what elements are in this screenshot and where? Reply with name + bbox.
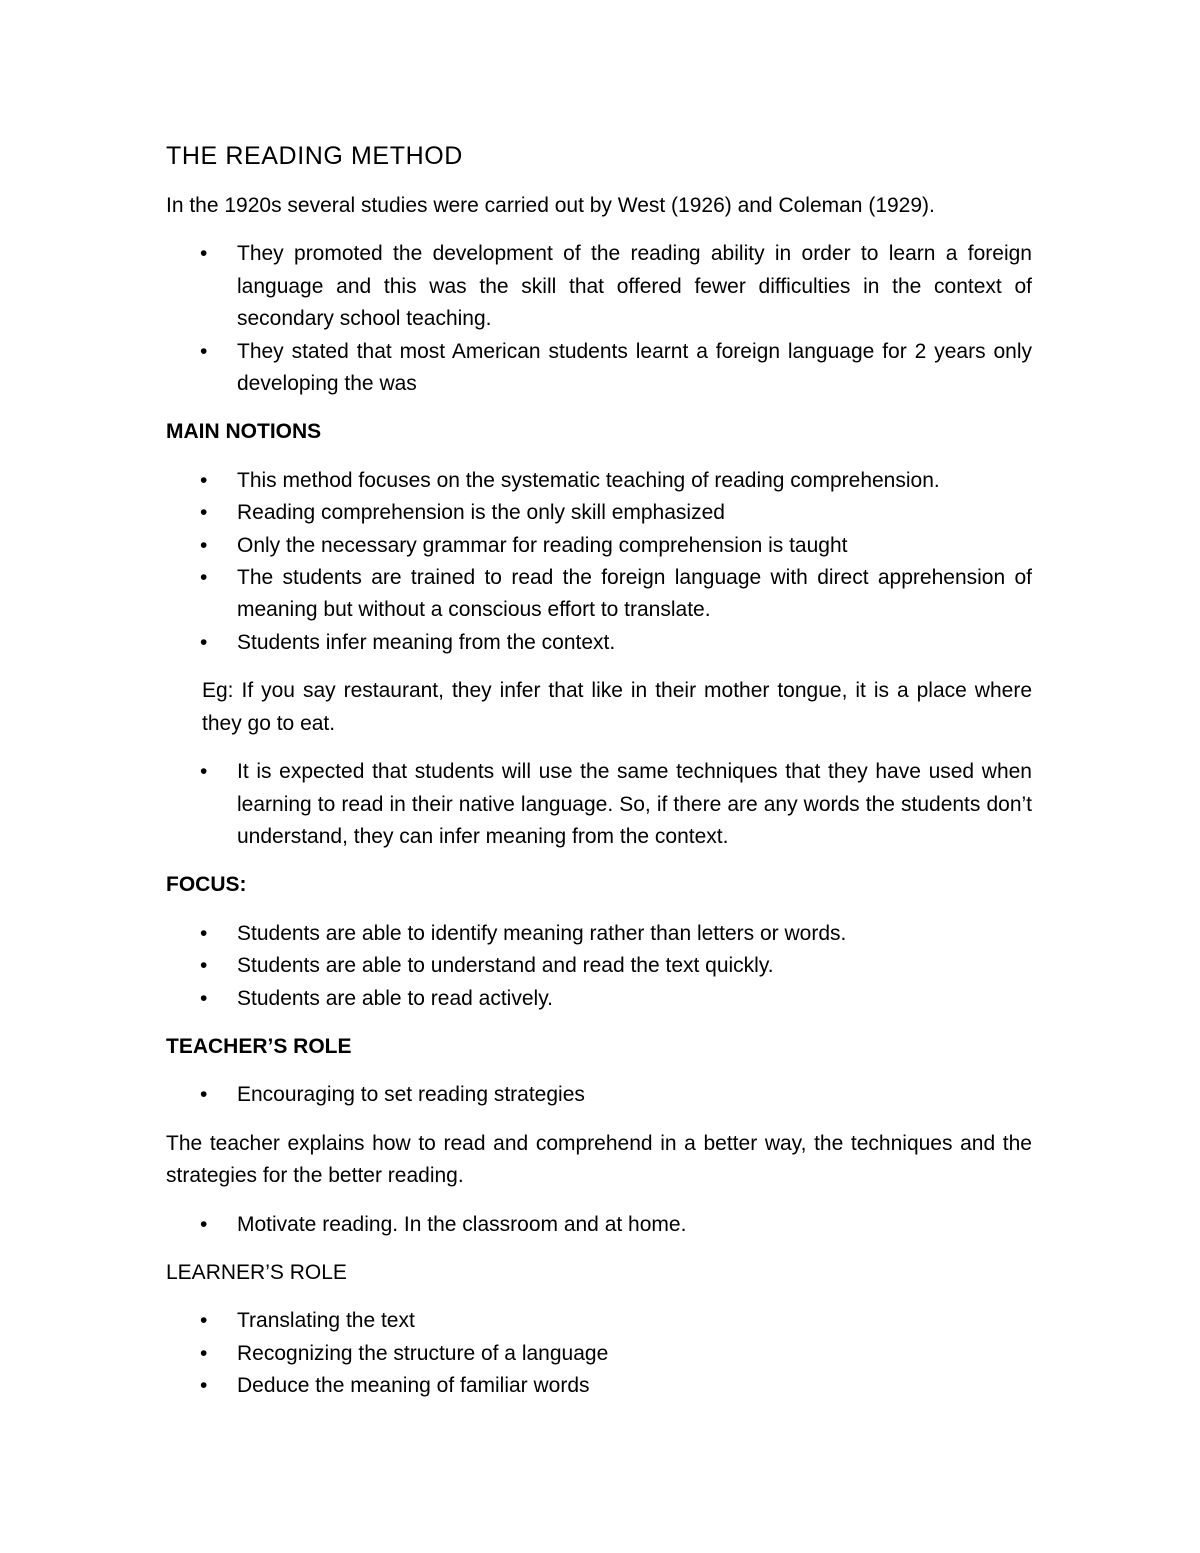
list-item — [166, 465, 1032, 497]
list-item — [166, 530, 1032, 562]
main-notions-heading: MAIN NOTIONS — [166, 420, 322, 444]
list-item-text: The students are trained to read the foreign language with direct apprehension of meaning but without a conscious effort to translate. — [237, 566, 1032, 622]
bullet-icon: • — [200, 339, 208, 363]
teachers-role-heading: TEACHER’S ROLE — [166, 1034, 352, 1058]
bullet-icon: • — [200, 630, 208, 654]
learners-role-heading: LEARNER’S ROLE — [166, 1260, 347, 1284]
document-title: THE READING METHOD — [166, 142, 463, 170]
list-item-text: Students are able to read actively. — [237, 986, 553, 1010]
list-item-text: They stated that most American students learnt a foreign language for 2 years only developing the was — [237, 339, 1032, 396]
list-item-text: Deduce the meaning of familiar words — [237, 1374, 590, 1398]
main-notions-extra-bullet-list — [166, 756, 1032, 853]
intro-paragraph: In the 1920s several studies were carried out by West (1926) and Coleman (1929). — [166, 194, 935, 217]
list-item-text: Only the necessary grammar for reading comprehension is taught — [237, 533, 848, 557]
intro-bullet-list — [166, 238, 1032, 400]
list-item — [166, 627, 1032, 659]
list-item — [166, 756, 1032, 853]
bullet-icon: • — [200, 242, 208, 266]
bullet-icon: • — [200, 921, 208, 945]
list-item — [166, 1338, 1032, 1370]
document-body — [166, 138, 1032, 1419]
bullet-icon: • — [200, 468, 208, 492]
bullet-icon: • — [200, 760, 208, 784]
list-item — [166, 918, 1032, 950]
example-paragraph: Eg: If you say restaurant, they infer that like in their mother tongue, it is a place where they go to eat. — [202, 679, 1032, 735]
list-item — [166, 983, 1032, 1015]
list-item — [166, 1305, 1032, 1337]
bullet-icon: • — [200, 1374, 208, 1398]
bullet-icon: • — [200, 954, 208, 978]
list-item-text: Students infer meaning from the context. — [237, 630, 616, 654]
list-item — [166, 562, 1032, 627]
bullet-icon: • — [200, 533, 208, 557]
bullet-icon: • — [200, 501, 208, 525]
focus-heading: FOCUS: — [166, 873, 247, 897]
list-item — [166, 497, 1032, 529]
focus-bullet-list — [166, 918, 1032, 1015]
bullet-icon: • — [200, 1083, 208, 1107]
list-item — [166, 336, 1032, 401]
list-item-text: Students are able to understand and read the text quickly. — [237, 954, 774, 978]
list-item-text: This method focuses on the systematic teaching of reading comprehension. — [237, 468, 940, 492]
list-item-text: Recognizing the structure of a language — [237, 1341, 609, 1365]
list-item-text: Translating the text — [237, 1309, 415, 1333]
list-item — [166, 1079, 1032, 1111]
list-item-text: Reading comprehension is the only skill emphasized — [237, 501, 725, 525]
list-item — [166, 950, 1032, 982]
bullet-icon: • — [200, 566, 208, 590]
bullet-icon: • — [200, 1341, 208, 1365]
list-item-text: They promoted the development of the reading ability in order to learn a foreign language and this was the skill that offered fewer difficulties in the context of secondary school teaching. — [237, 242, 1032, 331]
teachers-role-paragraph: The teacher explains how to read and comprehend in a better way, the techniques and the strategies for the better reading. — [166, 1131, 1032, 1188]
teachers-role-bullet-list — [166, 1079, 1032, 1111]
bullet-icon: • — [200, 986, 208, 1010]
list-item-text: Encouraging to set reading strategies — [237, 1083, 585, 1107]
learners-role-bullet-list — [166, 1305, 1032, 1402]
list-item — [166, 1209, 1032, 1241]
list-item — [166, 238, 1032, 335]
teachers-role-bullet-list-2 — [166, 1209, 1032, 1241]
list-item-text: Students are able to identify meaning rather than letters or words. — [237, 921, 847, 945]
list-item-text: Motivate reading. In the classroom and at home. — [237, 1212, 687, 1236]
main-notions-bullet-list — [166, 465, 1032, 659]
list-item — [166, 1370, 1032, 1402]
bullet-icon: • — [200, 1309, 208, 1333]
list-item-text: It is expected that students will use the same techniques that they have used when learning to read in their native language. So, if there are any words the students don’t understand, they can infer meaning from the context. — [237, 760, 1032, 848]
bullet-icon: • — [200, 1212, 208, 1236]
